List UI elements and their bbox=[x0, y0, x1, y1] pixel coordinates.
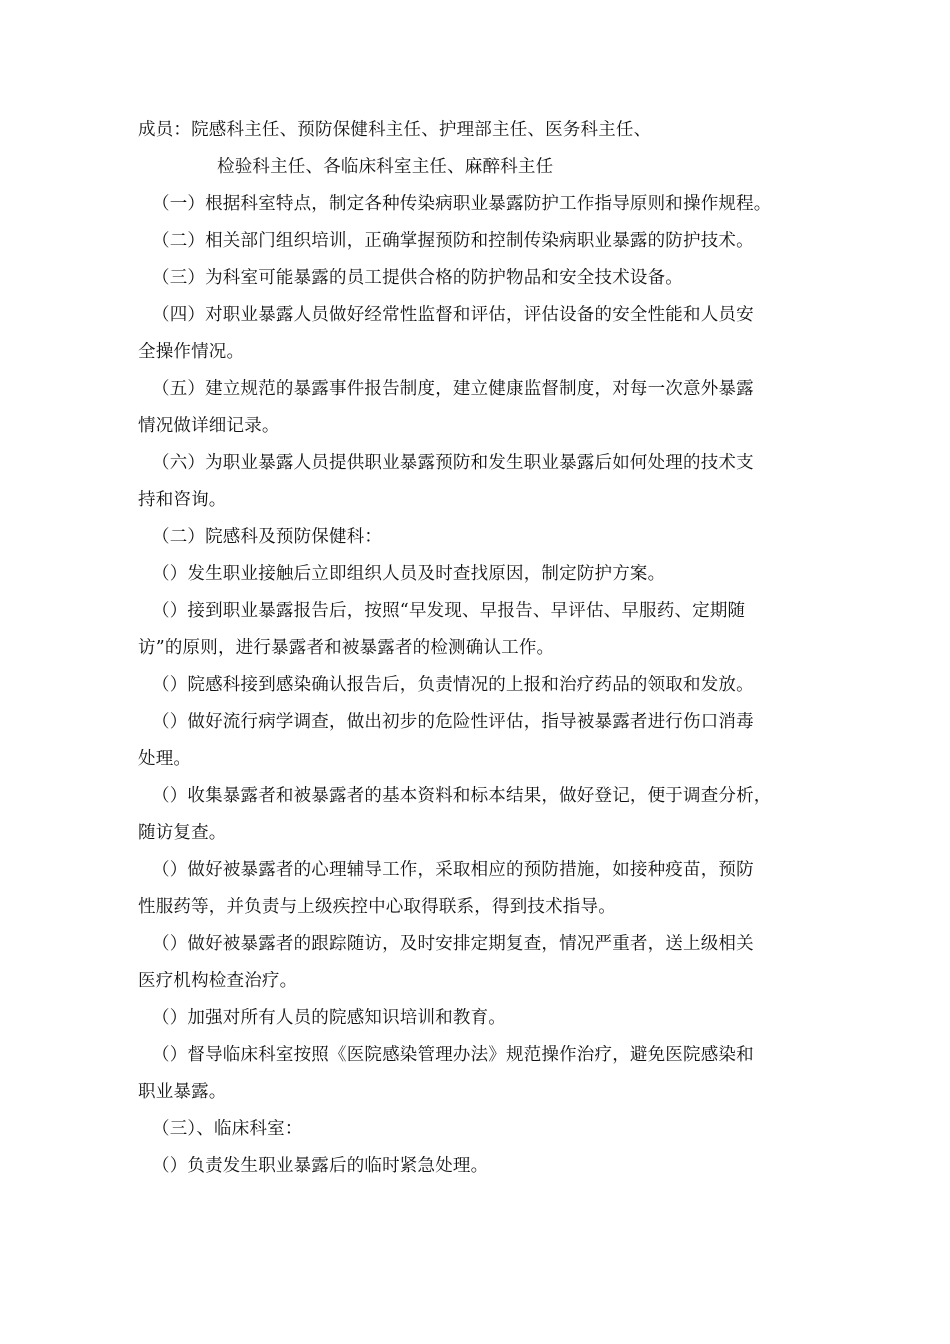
section-heading-clinical-dept bbox=[138, 1111, 810, 1148]
section-heading-text: （二）院感科及预防保健科： bbox=[152, 527, 383, 547]
paragraph-text: （）收集暴露者和被暴露者的基本资料和标本结果，做好登记，便于调查分析， bbox=[152, 786, 772, 806]
paragraph-11 bbox=[138, 704, 810, 778]
paragraph-4 bbox=[138, 297, 810, 371]
paragraph-text: （）接到职业暴露报告后，按照“早发现、早报告、早评估、早服药、定期随 bbox=[152, 601, 746, 621]
paragraph-14 bbox=[138, 926, 810, 1000]
paragraph-text: （四）对职业暴露人员做好经常性监督和评估，评估设备的安全性能和人员安 bbox=[152, 305, 754, 325]
paragraph-text: （）督导临床科室按照《医院感染管理办法》规范操作治疗，避免医院感染和 bbox=[152, 1045, 754, 1065]
paragraph-9 bbox=[138, 593, 810, 667]
paragraph-12 bbox=[138, 778, 810, 852]
paragraph-text: （五）建立规范的暴露事件报告制度，建立健康监督制度，对每一次意外暴露 bbox=[152, 379, 754, 399]
paragraph-text: （）加强对所有人员的院感知识培训和教育。 bbox=[152, 1008, 506, 1028]
paragraph-text: （六）为职业暴露人员提供职业暴露预防和发生职业暴露后如何处理的技术支 bbox=[152, 453, 754, 473]
paragraph-15 bbox=[138, 1000, 810, 1037]
paragraph-text: （）做好被暴露者的跟踪随访，及时安排定期复查，情况严重者，送上级相关 bbox=[152, 934, 754, 954]
paragraph-continuation: 持和咨询。 bbox=[138, 490, 227, 510]
paragraph-text: （）院感科接到感染确认报告后，负责情况的上报和治疗药品的领取和发放。 bbox=[152, 675, 754, 695]
paragraph-6 bbox=[138, 445, 810, 519]
paragraph-5 bbox=[138, 371, 810, 445]
paragraph-text: （一）根据科室特点，制定各种传染病职业暴露防护工作指导原则和操作规程。 bbox=[152, 194, 772, 214]
paragraph-13 bbox=[138, 852, 810, 926]
paragraph-continuation: 随访复查。 bbox=[138, 823, 227, 843]
paragraph-text: （二）相关部门组织培训，正确掌握预防和控制传染病职业暴露的防护技术。 bbox=[152, 231, 754, 251]
paragraph-text: （）做好流行病学调查，做出初步的危险性评估，指导被暴露者进行伤口消毒 bbox=[152, 712, 754, 732]
paragraph-1 bbox=[138, 186, 810, 223]
paragraph-18 bbox=[138, 1148, 810, 1185]
section-heading-text: （三）、临床科室： bbox=[152, 1119, 303, 1139]
paragraph-2 bbox=[138, 223, 810, 260]
paragraph-8 bbox=[138, 556, 810, 593]
paragraph-3 bbox=[138, 260, 810, 297]
paragraph-continuation: 性服药等，并负责与上级疾控中心取得联系，得到技术指导。 bbox=[138, 897, 616, 917]
members-line-2: 检验科主任、各临床科室主任、麻醉科主任 bbox=[217, 157, 554, 177]
paragraph-text: （三）为科室可能暴露的员工提供合格的防护物品和安全技术设备。 bbox=[152, 268, 683, 288]
section-heading-infection-dept bbox=[138, 519, 810, 556]
paragraph-continuation: 职业暴露。 bbox=[138, 1082, 227, 1102]
paragraph-text: （）发生职业接触后立即组织人员及时查找原因，制定防护方案。 bbox=[152, 564, 666, 584]
paragraph-text: （）做好被暴露者的心理辅导工作，采取相应的预防措施，如接种疫苗，预防 bbox=[152, 860, 754, 880]
paragraph-continuation: 医疗机构检查治疗。 bbox=[138, 971, 298, 991]
paragraph-10 bbox=[138, 667, 810, 704]
paragraph-16 bbox=[138, 1037, 810, 1111]
members-line-1: 成员：院感科主任、预防保健科主任、护理部主任、医务科主任、 bbox=[138, 120, 652, 140]
paragraph-continuation: 全操作情况。 bbox=[138, 342, 245, 362]
paragraph-continuation: 处理。 bbox=[138, 749, 192, 769]
document-body bbox=[138, 112, 810, 1185]
paragraph-continuation: 情况做详细记录。 bbox=[138, 416, 280, 436]
paragraph-continuation: 访”的原则，进行暴露者和被暴露者的检测确认工作。 bbox=[138, 638, 555, 658]
paragraph-text: （）负责发生职业暴露后的临时紧急处理。 bbox=[152, 1156, 489, 1176]
